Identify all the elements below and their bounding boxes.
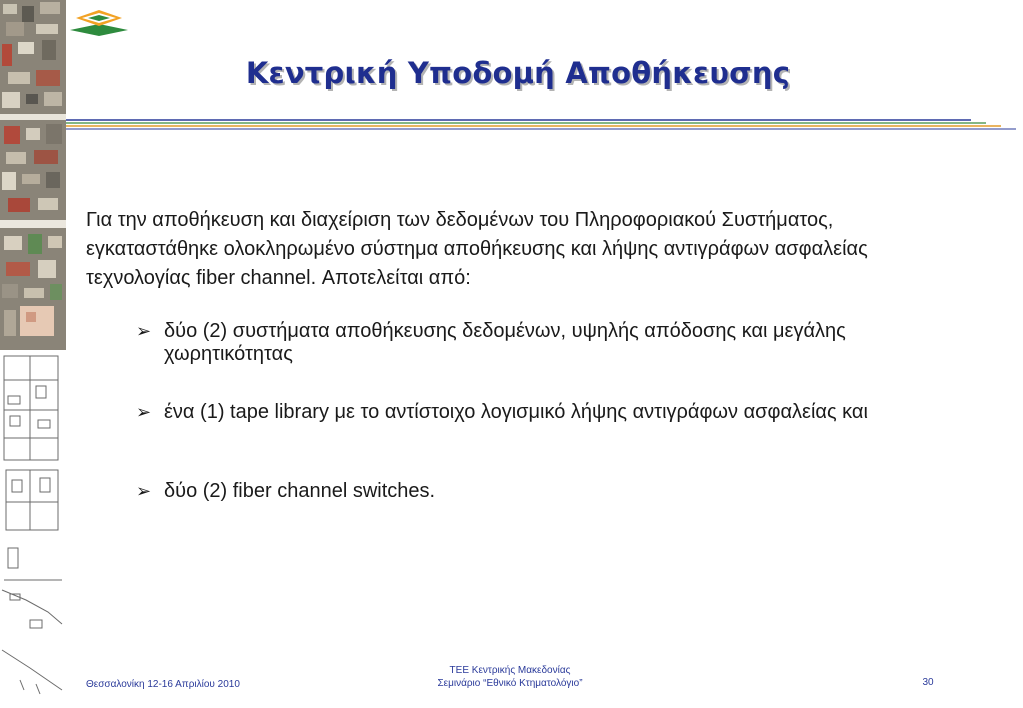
list-item: [136, 401, 896, 424]
list-item-text: δύο (2) συστήματα αποθήκευσης δεδομένων, υψηλής απόδοσης και μεγάλης χωρητικότητας: [164, 320, 846, 365]
footer-date-place: Θεσσαλονίκη 12-16 Απριλίου 2010: [86, 679, 240, 690]
map-strip-image: [0, 0, 66, 708]
list-item-text: ένα (1) tape library με το αντίστοιχο λογισμικό λήψης αντιγράφων ασφαλείας και: [164, 401, 868, 423]
arrow-bullet-icon: ➢: [136, 402, 152, 422]
list-item: [136, 480, 896, 503]
footer-organizer: ΤΕΕ Κεντρικής Μακεδονίας: [449, 665, 571, 676]
footer-seminar: Σεμινάριο “Εθνικό Κτηματολόγιο”: [437, 678, 583, 689]
intro-paragraph: Για την αποθήκευση και διαχείριση των δεδομένων του Πληροφοριακού Συστήματος, εγκαταστάθηκε ολοκληρωμένο σύστημα αποθήκευσης και λήψης αντιγράφων ασφαλείας τεχνολογίας fiber channel. Αποτελείται από:: [86, 209, 868, 289]
list-item-text: δύο (2) fiber channel switches.: [164, 480, 436, 502]
footer-event: [400, 664, 620, 690]
page-number: 30: [922, 677, 934, 688]
arrow-bullet-icon: ➢: [136, 321, 152, 341]
arrow-bullet-icon: ➢: [136, 481, 152, 501]
slide-title: Κεντρική Υποδομή Αποθήκευσης: [245, 56, 791, 90]
organization-logo: [66, 4, 132, 40]
header-divider: [66, 118, 1023, 132]
list-item: [136, 320, 896, 366]
